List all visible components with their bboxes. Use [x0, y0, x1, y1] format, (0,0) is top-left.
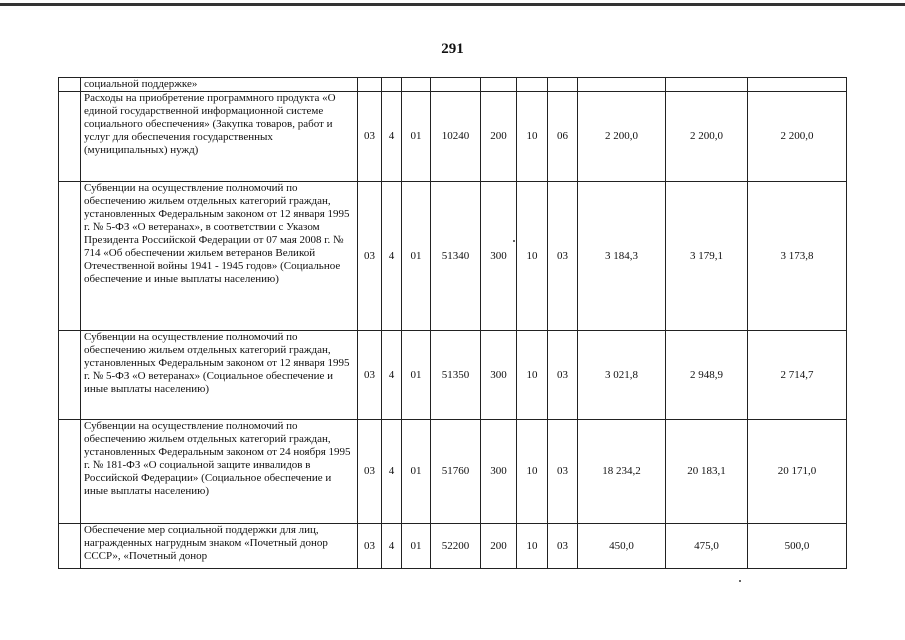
- table-row: [59, 524, 847, 569]
- code-cell: 10: [517, 182, 548, 331]
- code-cell: [548, 78, 578, 92]
- code-cell: 300: [481, 182, 517, 331]
- description-cell: Обеспечение мер социальной поддержки для лиц, награжденных нагрудным знаком «Почетный донор СССР», «Почетный донор: [81, 524, 358, 569]
- code-cell: 10240: [431, 92, 481, 182]
- amount-cell: 2 200,0: [578, 92, 666, 182]
- code-cell: 4: [382, 524, 402, 569]
- code-cell: 03: [548, 524, 578, 569]
- code-cell: [358, 78, 382, 92]
- description-cell: Субвенции на осуществление полномочий по обеспечению жильем отдельных категорий граждан, установленных Федеральным законом от 12 января 1995 г. № 5-ФЗ «О ветеранах» (Социальное обеспечение и иные выплаты населению): [81, 331, 358, 420]
- code-cell: 03: [358, 331, 382, 420]
- code-cell: 200: [481, 92, 517, 182]
- code-cell: [517, 78, 548, 92]
- code-cell: 4: [382, 92, 402, 182]
- amount-cell: 3 021,8: [578, 331, 666, 420]
- code-cell: 10: [517, 524, 548, 569]
- code-cell: 03: [358, 524, 382, 569]
- budget-table: [58, 77, 847, 569]
- code-cell: 300: [481, 420, 517, 524]
- code-cell: 10: [517, 420, 548, 524]
- amount-cell: 450,0: [578, 524, 666, 569]
- scan-top-border: [0, 3, 905, 6]
- page-number: 291: [441, 41, 464, 57]
- description-cell: Расходы на приобретение программного продукта «О единой государственной информационной системе социального обеспечения» (Закупка товаров, работ и услуг для обеспечения государственных (муниципальных) нужд): [81, 92, 358, 182]
- code-cell: 51340: [431, 182, 481, 331]
- code-cell: 01: [402, 182, 431, 331]
- amount-cell: 3 179,1: [666, 182, 748, 331]
- table-row: [59, 420, 847, 524]
- code-cell: 52200: [431, 524, 481, 569]
- code-cell: 51760: [431, 420, 481, 524]
- code-cell: [382, 78, 402, 92]
- row-number-cell: [59, 420, 81, 524]
- code-cell: 01: [402, 92, 431, 182]
- amount-cell: [748, 78, 847, 92]
- row-number-cell: [59, 182, 81, 331]
- code-cell: 03: [548, 182, 578, 331]
- code-cell: 4: [382, 182, 402, 331]
- table-row: [59, 182, 847, 331]
- amount-cell: 20 183,1: [666, 420, 748, 524]
- code-cell: 03: [358, 182, 382, 331]
- code-cell: 03: [358, 420, 382, 524]
- amount-cell: 3 184,3: [578, 182, 666, 331]
- amount-cell: [666, 78, 748, 92]
- scan-speck: [739, 580, 741, 582]
- code-cell: 4: [382, 420, 402, 524]
- code-cell: 10: [517, 92, 548, 182]
- amount-cell: [578, 78, 666, 92]
- code-cell: 03: [358, 92, 382, 182]
- table-row: [59, 92, 847, 182]
- row-number-cell: [59, 524, 81, 569]
- description-cell: Субвенции на осуществление полномочий по обеспечению жильем отдельных категорий граждан, установленных Федеральным законом от 24 ноября 1995 г. № 181-ФЗ «О социальной защите инвалидов в Российской Федерации» (Социальное обеспечение и иные выплаты населению): [81, 420, 358, 524]
- amount-cell: 20 171,0: [748, 420, 847, 524]
- code-cell: 300: [481, 331, 517, 420]
- code-cell: 01: [402, 524, 431, 569]
- amount-cell: 2 714,7: [748, 331, 847, 420]
- code-cell: 01: [402, 420, 431, 524]
- amount-cell: 475,0: [666, 524, 748, 569]
- row-number-cell: [59, 78, 81, 92]
- code-cell: 06: [548, 92, 578, 182]
- description-cell: социальной поддержке»: [81, 78, 358, 92]
- scan-speck: [513, 240, 515, 242]
- code-cell: 03: [548, 420, 578, 524]
- code-cell: 10: [517, 331, 548, 420]
- code-cell: [402, 78, 431, 92]
- code-cell: 200: [481, 524, 517, 569]
- code-cell: 01: [402, 331, 431, 420]
- amount-cell: 3 173,8: [748, 182, 847, 331]
- amount-cell: 18 234,2: [578, 420, 666, 524]
- amount-cell: 500,0: [748, 524, 847, 569]
- row-number-cell: [59, 331, 81, 420]
- amount-cell: 2 200,0: [666, 92, 748, 182]
- table-row: [59, 331, 847, 420]
- amount-cell: 2 200,0: [748, 92, 847, 182]
- table-row: [59, 78, 847, 92]
- amount-cell: 2 948,9: [666, 331, 748, 420]
- code-cell: [481, 78, 517, 92]
- code-cell: 4: [382, 331, 402, 420]
- code-cell: 03: [548, 331, 578, 420]
- code-cell: 51350: [431, 331, 481, 420]
- row-number-cell: [59, 92, 81, 182]
- code-cell: [431, 78, 481, 92]
- description-cell: Субвенции на осуществление полномочий по обеспечению жильем отдельных категорий граждан, установленных Федеральным законом от 12 января 1995 г. № 5-ФЗ «О ветеранах», в соответствии с Указом Президента Российской Федерации от 07 мая 2008 г. № 714 «Об обеспечении жильем ветеранов Великой Отечественной войны 1941 - 1945 годов» (Социальное обеспечение и иные выплаты населению): [81, 182, 358, 331]
